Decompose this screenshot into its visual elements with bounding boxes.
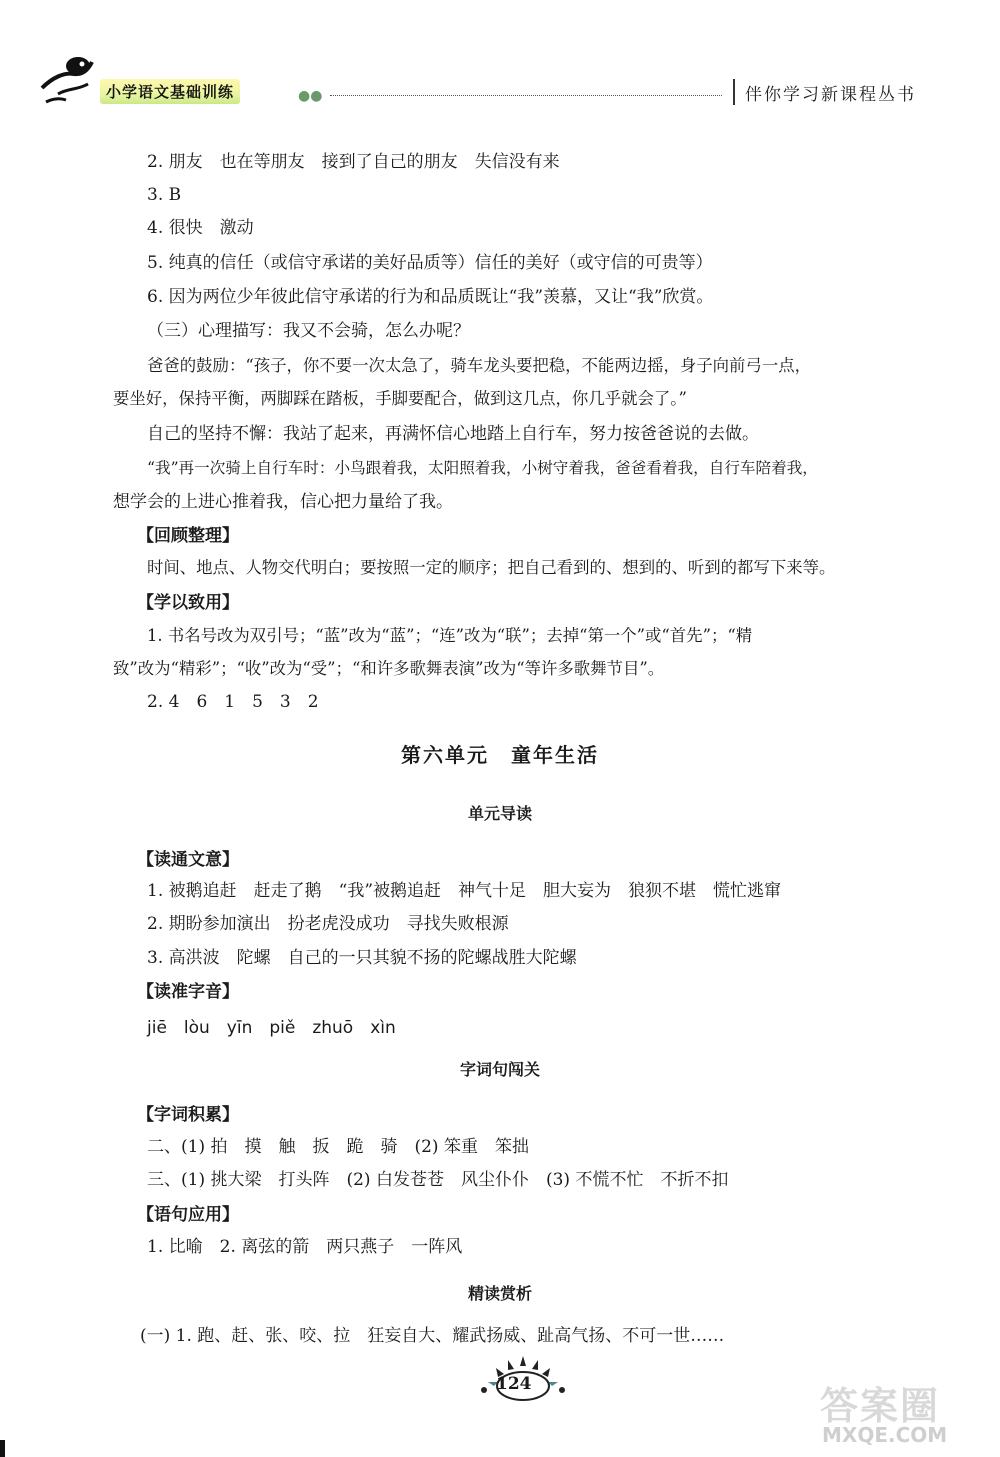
answer-line: 自己的坚持不懈：我站了起来，再满怀信心地踏上自行车，努力按爸爸说的去做。	[147, 424, 759, 444]
page-header	[0, 0, 1000, 130]
answer-line: （三）心理描写：我又不会骑，怎么办呢？	[147, 321, 470, 341]
section-heading: 【读准字音】	[137, 982, 239, 1002]
series-title: 伴你学习新课程丛书	[745, 85, 916, 105]
answer-line: “我”再一次骑上自行车时：小鸟跟着我，太阳照着我，小树守着我，爸爸看着我，自行车陪着我，	[147, 459, 818, 477]
answer-line: (一) 1. 跑、赶、张、咬、拉 狂妄自大、耀武扬威、趾高气扬、不可一世……	[140, 1326, 725, 1346]
pinyin-line: jiē lòu yīn piě zhuō xìn	[147, 1018, 396, 1038]
answer-line: 3. 高洪波 陀螺 自己的一只其貌不扬的陀螺战胜大陀螺	[147, 948, 577, 968]
mascot-logo-icon	[38, 48, 102, 106]
answer-line: 2. 期盼参加演出 扮老虎没成功 寻找失败根源	[147, 914, 509, 934]
answer-line: 3. B	[147, 185, 182, 205]
answer-line: 要坐好，保持平衡，两脚踩在踏板，手脚要配合，做到这几点，你几乎就会了。”	[113, 389, 687, 408]
watermark-url: MXQE.COM	[822, 1423, 948, 1447]
answer-line: 想学会的上进心推着我，信心把力量给了我。	[113, 492, 453, 512]
answer-line: 致”改为“精彩”；“收”改为“受”；“和许多歌舞表演”改为“等许多歌舞节目”。	[113, 659, 665, 678]
header-separator	[733, 79, 735, 105]
watermark-logo: 答案圈	[820, 1384, 941, 1428]
section-heading: 【读通文意】	[137, 850, 239, 870]
section-heading: 【回顾整理】	[137, 526, 239, 546]
page-number-badge	[468, 1352, 578, 1412]
answer-line: 爸爸的鼓励：“孩子，你不要一次太急了，骑车龙头要把稳，不能两边摇，身子向前弓一点，	[147, 356, 812, 375]
subsection-title: 字词句闯关	[459, 1060, 540, 1079]
subsection-title: 精读赏析	[467, 1284, 532, 1303]
corner-mark	[0, 1440, 5, 1457]
page-number: 124	[496, 1374, 532, 1394]
answer-line: 二、(1) 拍 摸 触 扳 跪 骑 (2) 笨重 笨拙	[147, 1137, 529, 1157]
section-heading: 【字词积累】	[137, 1105, 239, 1125]
section-heading: 【学以致用】	[137, 593, 239, 613]
header-divider	[330, 95, 722, 96]
answer-line: 1. 比喻 2. 离弦的箭 两只燕子 一阵风	[147, 1237, 463, 1257]
answer-line: 时间、地点、人物交代明白；要按照一定的顺序；把自己看到的、想到的、听到的都写下来等。	[147, 558, 836, 577]
book-title: 小学语文基础训练	[100, 79, 240, 104]
answer-line: 三、(1) 挑大梁 打头阵 (2) 白发苍苍 风尘仆仆 (3) 不慌不忙 不折不扣	[147, 1170, 729, 1190]
answer-line: 2. 朋友 也在等朋友 接到了自己的朋友 失信没有来	[147, 152, 560, 172]
answer-line: 4. 很快 激动	[147, 218, 254, 238]
answer-line: 6. 因为两位少年彼此信守承诺的行为和品质既让“我”羡慕，又让“我”欣赏。	[147, 287, 714, 307]
answer-line: 1. 被鹅追赶 赶走了鹅 “我”被鹅追赶 神气十足 胆大妄为 狼狈不堪 慌忙逃窜	[147, 881, 782, 901]
answer-line: 5. 纯真的信任（或信守承诺的美好品质等）信任的美好（或守信的可贵等）	[147, 253, 713, 273]
answer-line: 1. 书名号改为双引号；“蓝”改为“蓝”；“连”改为“联”；去掉“第一个”或“首先”；“精	[147, 626, 753, 645]
section-heading: 【语句应用】	[137, 1205, 239, 1225]
unit-title: 第六单元 童年生活	[401, 743, 599, 767]
header-dots: ●●	[298, 88, 323, 104]
subsection-title: 单元导读	[467, 804, 532, 823]
answer-line: 2. 4 6 1 5 3 2	[147, 692, 319, 712]
